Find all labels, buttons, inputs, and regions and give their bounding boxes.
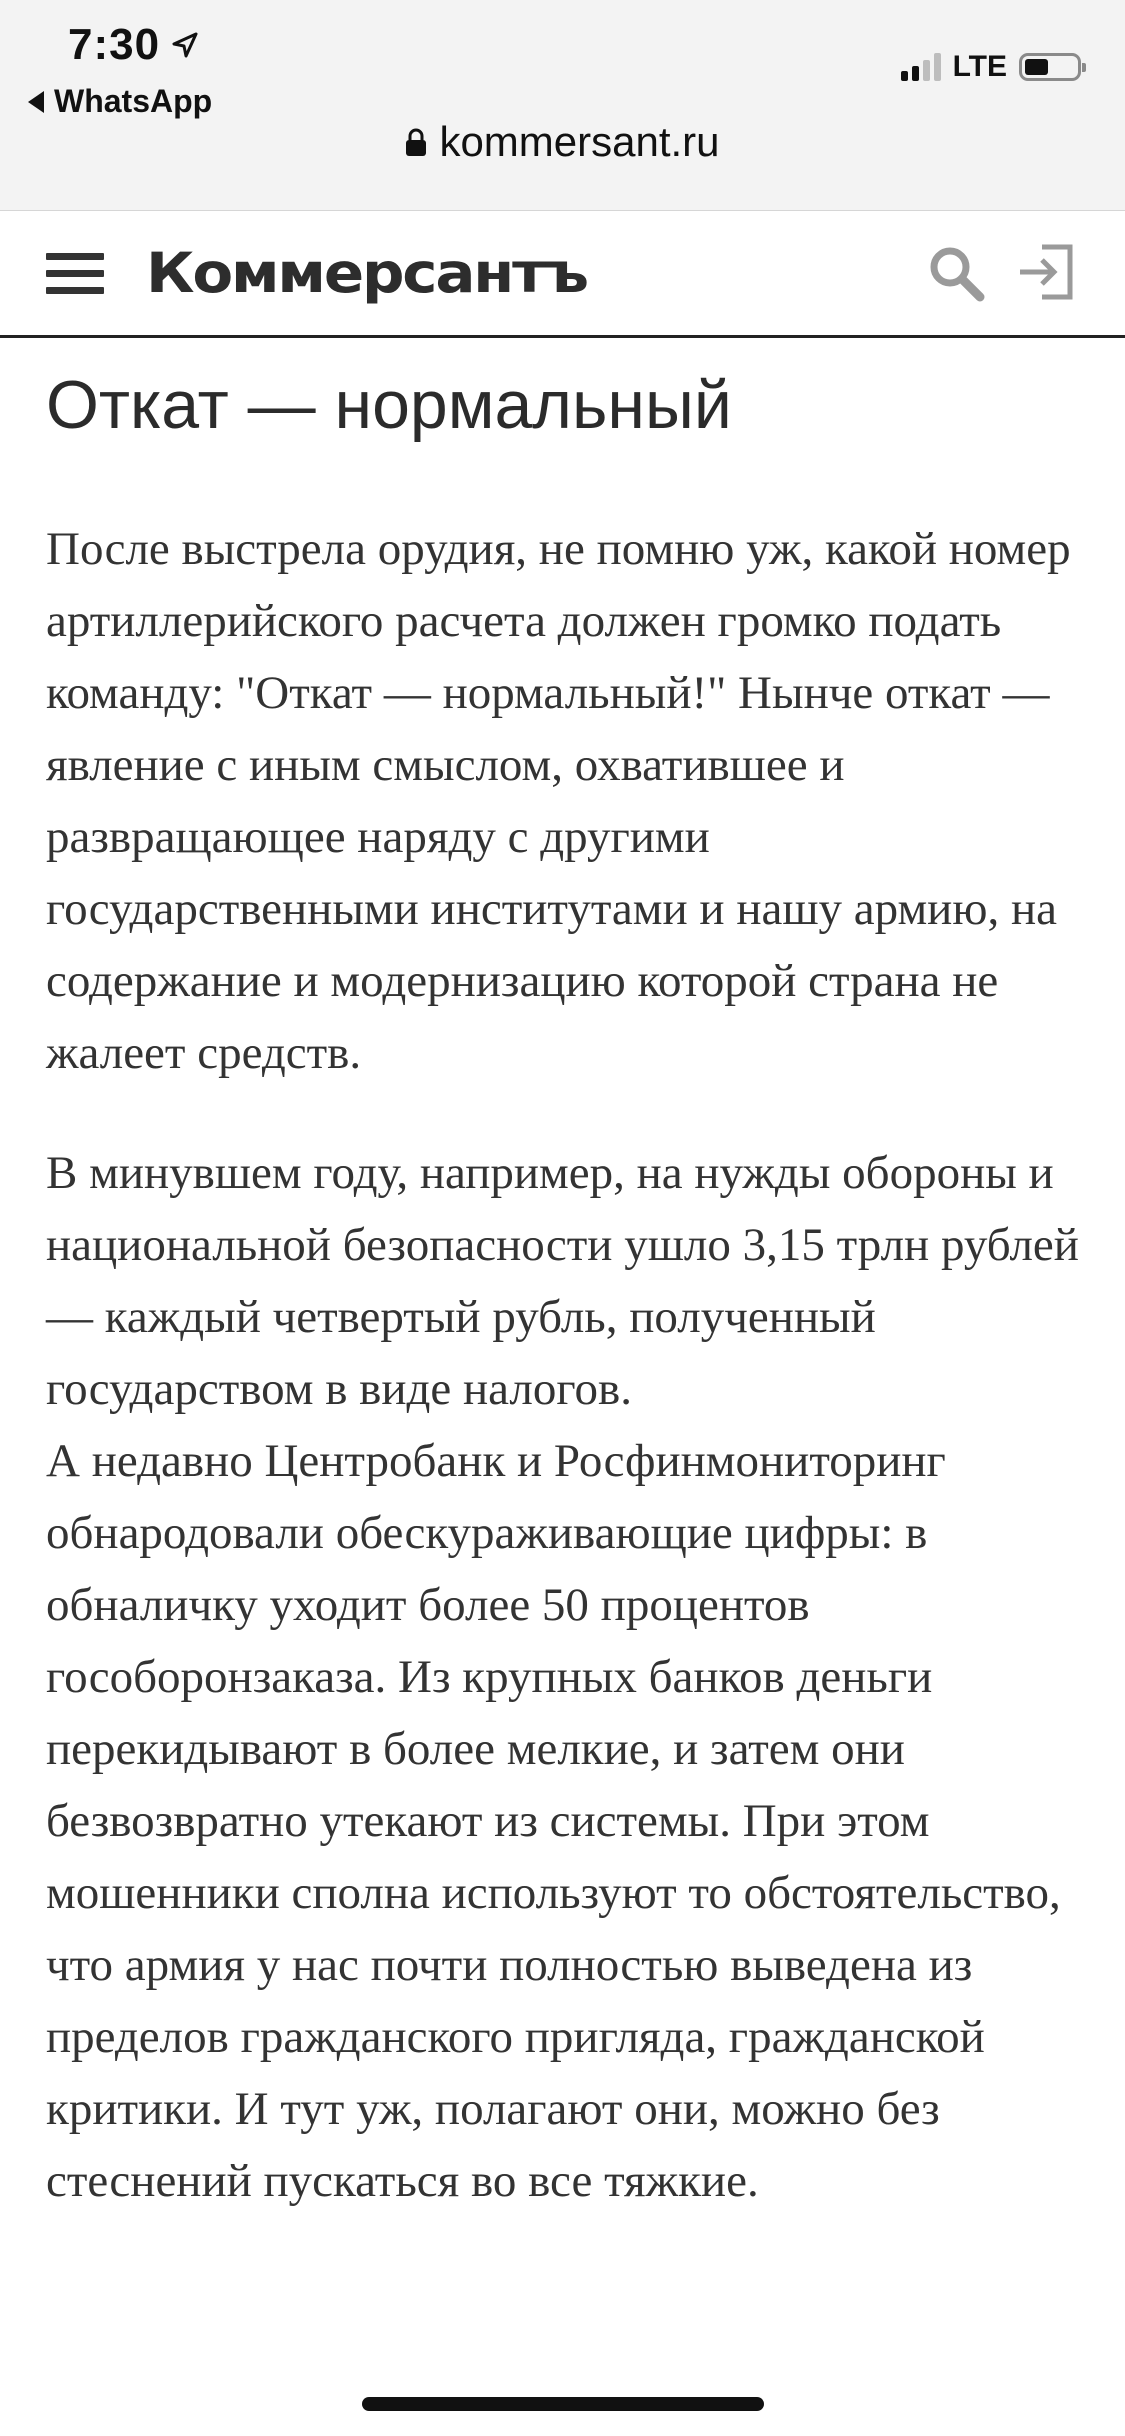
network-type: LTE xyxy=(952,50,1007,83)
article-title: Откат — нормальный xyxy=(46,367,732,443)
back-to-app-button[interactable] xyxy=(28,83,212,120)
lock-icon xyxy=(405,127,427,157)
article-paragraph: А недавно Центробанк и Росфинмониторинг обнародовали обескураживающие цифры: в обналичку уходит более 50 процентов гособоронзаказа. Из крупных банков деньги перекидывают в более мелкие, и затем они безвозвратно утекают из системы. При этом мошенники сполна используют то обстоятельство, что армия у нас почти полностью выведена из пределов гражданского пригляда, гражданской критики. И тут уж, полагают они, можно без стеснений пускаться во все тяжкие. xyxy=(46,1434,1061,2207)
address-bar[interactable] xyxy=(0,118,1125,166)
back-app-label: WhatsApp xyxy=(54,83,213,119)
article xyxy=(46,365,1086,2265)
battery-icon xyxy=(1019,53,1081,81)
article-paragraph: После выстрела орудия, не помню уж, какой номер артиллерийского расчета должен громко подать команду: "Откат — нормальный!" Нынче откат — явление с иным смыслом, охватившее и развращающее наряду с другими государственными институтами и нашу армию, на содержание и модернизацию которой страна не жалеет средств. xyxy=(46,522,1071,1079)
signal-strength-icon xyxy=(901,53,941,81)
status-indicators xyxy=(901,50,1081,84)
status-time-text: 7:30 xyxy=(68,20,161,69)
url-text: kommersant.ru xyxy=(439,118,720,165)
home-indicator[interactable] xyxy=(362,2397,764,2411)
search-icon[interactable] xyxy=(926,243,986,303)
article-paragraph: В минувшем году, например, на нужды обороны и национальной безопасности ушло 3,15 трлн рублей — каждый четвертый рубль, полученный государством в виде налогов. xyxy=(46,1146,1079,1415)
browser-chrome xyxy=(0,0,1125,211)
site-logo[interactable]: Коммерсантъ xyxy=(146,241,587,305)
back-arrow-icon xyxy=(28,91,44,113)
hamburger-menu-icon[interactable] xyxy=(46,253,104,295)
status-time xyxy=(68,20,200,70)
battery-level xyxy=(1025,59,1048,75)
login-icon[interactable] xyxy=(1016,241,1076,303)
site-header xyxy=(0,211,1125,338)
location-arrow-icon xyxy=(170,30,200,60)
